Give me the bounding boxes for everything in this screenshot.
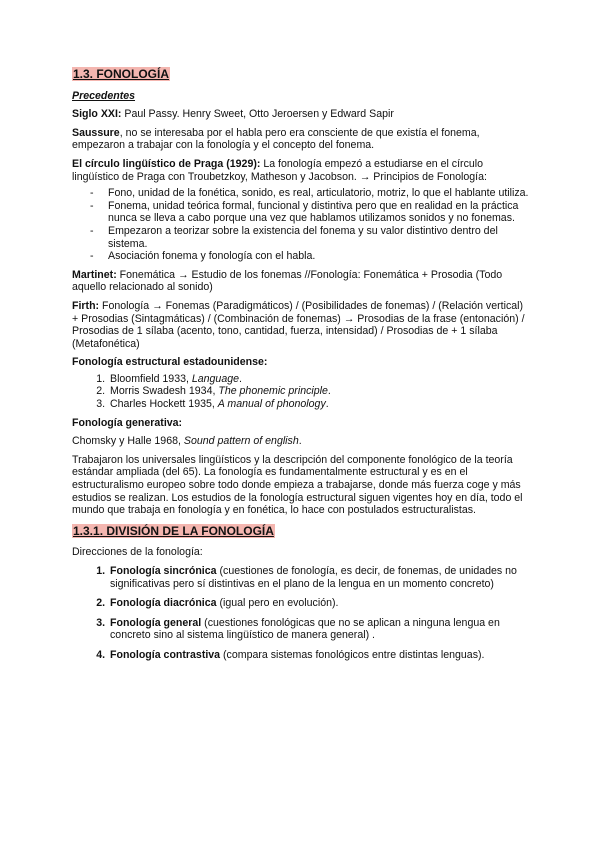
division-heading: 1.3.1. DIVISIÓN DE LA FONOLOGÍA <box>73 523 274 538</box>
list-item <box>108 649 532 662</box>
list-item <box>108 565 532 590</box>
division-list <box>72 565 532 662</box>
division-item-text: (cuestiones de fonología, es decir, de fonemas, de unidades no significativas pero sí distintivas en el plano de la lengua en un momento concreto) <box>110 565 517 590</box>
martinet-label: Martinet: <box>72 268 117 281</box>
generativa-heading-paragraph <box>72 417 532 430</box>
list-item: - Fono, unidad de la fonética, sonido, es real, articulatorio, motriz, lo que el hablante utiliza. <box>72 187 532 200</box>
list-item <box>108 597 532 610</box>
document-page <box>72 68 532 669</box>
division-item-text: (compara sistemas fonológicos entre distintas lenguas). <box>220 648 485 661</box>
section-heading-block <box>72 68 532 82</box>
ref-title: A manual of phonology <box>217 398 326 411</box>
ref-title: Language <box>191 372 239 385</box>
martinet-paragraph <box>72 269 532 294</box>
ref-author: Bloomfield 1933, <box>110 372 192 385</box>
praga-principles-list <box>72 187 532 263</box>
ref-author: Chomsky y Halle 1968, <box>72 435 184 448</box>
firth-text: Fonología → Fonemas (Paradigmáticos) / (Posibilidades de fonemas) / (Relación vertical) + Prosodias (Sintagmáticas) / (Combinación de fonemas) → Prosodias de la frase (entonación) / Prosodias de 1 sílaba (acento, tono, cantidad, fuerza, intensidad) / Prosodias de + 1 sílaba (Metafonética) <box>72 299 525 350</box>
list-item: - Empezaron a teorizar sobre la existencia del fonema y su valor distintivo dentro del sistema. <box>72 225 532 250</box>
generativa-heading: Fonología generativa: <box>72 416 183 429</box>
estructural-list <box>72 373 532 411</box>
estructural-heading: Fonología estructural estadounidense: <box>72 356 268 369</box>
martinet-text: Fonemática → Estudio de los fonemas //Fonología: Fonemática + Prosodia (Todo aquello relacionado al sonido) <box>72 268 503 294</box>
generativa-reference <box>72 435 532 448</box>
ref-title: The phonemic principle <box>218 385 328 398</box>
list-item <box>108 398 532 411</box>
precedentes-subheading: Precedentes <box>72 89 136 102</box>
division-intro: Direcciones de la fonología: <box>72 546 203 559</box>
saussure-paragraph <box>72 127 532 152</box>
division-heading-block <box>72 525 532 539</box>
siglo-paragraph <box>72 108 532 121</box>
ref-end: . <box>325 398 329 411</box>
firth-label: Firth: <box>72 299 100 312</box>
saussure-text: , no se interesaba por el habla pero era consciente de que existía el fonema, empezaron a trabajar con la fonología y el concepto del fonema. <box>72 126 480 152</box>
division-item-label: Fonología diacrónica <box>110 597 217 610</box>
division-item-text: (cuestiones fonológicas que no se aplican a ninguna lengua en concreto sino al sistema lingüístico de manera general) . <box>110 616 500 642</box>
saussure-label: Saussure <box>72 126 120 139</box>
ref-end: . <box>239 372 242 385</box>
list-item: - Asociación fonema y fonología con el habla. <box>72 250 532 263</box>
praga-text: La fonología empezó a estudiarse en el círculo lingüístico de Praga con Troubetzkoy, Matheson y Jacobson. → Principios de Fonología: <box>72 157 487 183</box>
division-item-label: Fonología sincrónica <box>110 565 217 577</box>
siglo-text: Paul Passy. Henry Sweet, Otto Jeroersen y Edward Sapir <box>121 108 394 121</box>
section-heading: 1.3. FONOLOGÍA <box>73 67 170 81</box>
list-item <box>108 617 532 642</box>
list-item <box>108 373 532 386</box>
division-item-label: Fonología general <box>110 616 202 629</box>
ref-end: . <box>298 435 302 448</box>
division-item-label: Fonología contrastiva <box>110 648 221 661</box>
praga-label: El círculo lingüístico de Praga (1929): <box>72 157 261 170</box>
praga-paragraph <box>72 158 532 183</box>
ref-author: Morris Swadesh 1934, <box>110 385 219 398</box>
list-item <box>108 385 532 398</box>
ref-author: Charles Hockett 1935, <box>110 398 218 411</box>
ref-end: . <box>327 385 331 398</box>
siglo-label: Siglo XXI: <box>72 108 122 121</box>
division-item-text: (igual pero en evolución). <box>216 597 339 610</box>
list-item: - Fonema, unidad teórica formal, funcional y distintiva pero que en realidad en la práctica nunca se lleva a cabo porque una vez que hablamos utilizamos sonidos y no fonemas. <box>72 200 532 225</box>
generativa-body: Trabajaron los universales lingüísticos y la descripción del componente fonológico de la teoría estándar ampliada (del 65). La fonología es fundamentalmente estructural y es en el estructuralismo europeo sobre todo donde empieza a trabajarse, donde más fuerza coge y más estudios se realizan. Los estudios de la fonología estructural siguen vigentes hoy en día, todo el mundo que trabaja en fonología y en fonética, lo hace con postulados estructuralistas. <box>72 453 523 517</box>
firth-paragraph <box>72 300 532 350</box>
estructural-heading-paragraph <box>72 356 532 369</box>
ref-title: Sound pattern of english <box>183 435 299 448</box>
